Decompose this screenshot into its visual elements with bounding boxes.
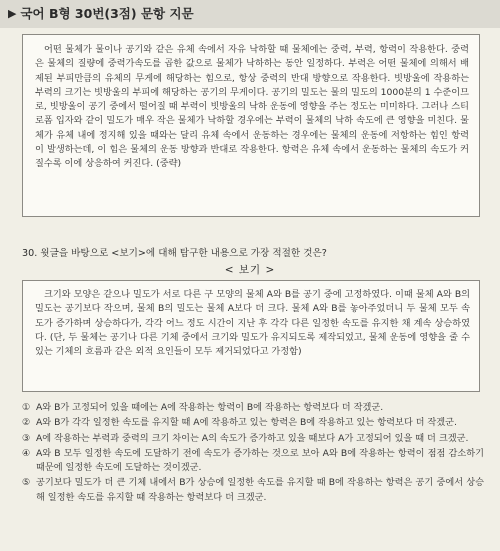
option-text: A와 B가 각각 일정한 속도를 유지할 때 A에 작용하고 있는 항력은 B에 작용하고 있는 항력보다 더 작겠군. xyxy=(36,417,457,429)
section-title: 국어 B형 30번(3점) 문항 지문 xyxy=(20,6,194,22)
triangle-marker-icon: ▶ xyxy=(8,7,17,21)
question-stem: 30. 윗글을 바탕으로 <보기>에 대해 탐구한 내용으로 가장 적절한 것은? xyxy=(22,248,327,259)
option-number: ⑤ xyxy=(22,477,31,489)
option-text: 공기보다 밀도가 더 큰 기체 내에서 B가 상승에 일정한 속도를 유지할 때 B에 작용하는 항력은 공기 중에서 상승해 일정한 속도를 유지할 때 작용하는 항력보다 더 크겠군. xyxy=(36,477,484,503)
bogi-title: < 보기 > xyxy=(224,264,276,276)
option-number: ① xyxy=(22,402,31,413)
option-number: ④ xyxy=(22,447,31,459)
answer-options xyxy=(22,401,484,506)
answer-option[interactable] xyxy=(22,416,484,430)
option-number: ③ xyxy=(22,432,31,444)
reading-passage: 어떤 물체가 물이나 공기와 같은 유체 속에서 자유 낙하할 때 물체에는 중력, 부력, 항력이 작용한다. 중력은 물체의 질량에 중력가속도를 곱한 값으로 물체가 낙하하는 동안 일정하다. 부력은 어떤 물체에 의해서 배제된 부피만큼의 유체의 무게에 해당하는 힘으로, 항상 중력의 반대 방향으로 작용한다. 빗방울에 작용하는 부력의 크기는 빗방울의 부피에 해당하는 공기의 무게이다. 공기의 밀도는 물의 밀도의 1000분의 1 수준이므로, 빗방울이 공기 중에서 떨어질 때 부력이 빗방울의 낙하 운동에 영향을 주는 정도는 미미하다. 그러나 스티로폼 입자와 같이 밀도가 매우 작은 물체가 낙하할 경우에는 부력이 물체의 낙하 속도에 큰 영향을 미친다. 물체가 유체 내에 정지해 있을 때와는 달리 유체 속에서 운동하는 경우에는 물체의 운동에 저항하는 힘인 항력이 발생하는데, 이 힘은 물체의 운동 방향과 반대로 작용한다. 항력은 유체 속에서 운동하는 물체의 속도가 커질수록 이에 상응하여 커진다. (중략) xyxy=(22,34,480,217)
answer-option[interactable] xyxy=(22,432,484,446)
option-number: ② xyxy=(22,417,31,429)
option-text: A와 B 모두 일정한 속도에 도달하기 전에 속도가 증가하는 것으로 보아 A와 B에 작용하는 항력이 점점 감소하기 때문에 일정한 속도에 도달하는 것이겠군. xyxy=(36,447,484,473)
answer-option[interactable] xyxy=(22,447,484,476)
answer-option[interactable] xyxy=(22,401,484,415)
option-text: A와 B가 고정되어 있을 때에는 A에 작용하는 항력이 B에 작용하는 항력보다 더 작겠군. xyxy=(36,402,384,413)
option-text: A에 작용하는 부력과 중력의 크기 차이는 A의 속도가 증가하고 있을 때보다 A가 고정되어 있을 때 더 크겠군. xyxy=(36,432,469,444)
bogi-box: 크기와 모양은 같으나 밀도가 서로 다른 구 모양의 물체 A와 B를 공기 중에 고정하였다. 이때 물체 A와 B의 밀도는 공기보다 작으며, 물체 B의 밀도는 물체 A보다 더 크다. 물체 A와 B를 놓아주었더니 두 물체 모두 속도가 증가하며 상승하다가, 각각 어느 정도 시간이 지난 후 각각 다른 일정한 속도를 유지한 채 계속 상승하였다. (단, 두 물체는 공기나 다른 기체 중에서 크기와 밀도가 유지되도록 제작되었고, 물체 운동에 영향을 줄 수 있는 기체의 흐름과 같은 외적 요인들이 모두 제거되었다고 가정함) xyxy=(22,280,480,392)
section-header xyxy=(0,0,500,28)
answer-option[interactable] xyxy=(22,476,484,505)
